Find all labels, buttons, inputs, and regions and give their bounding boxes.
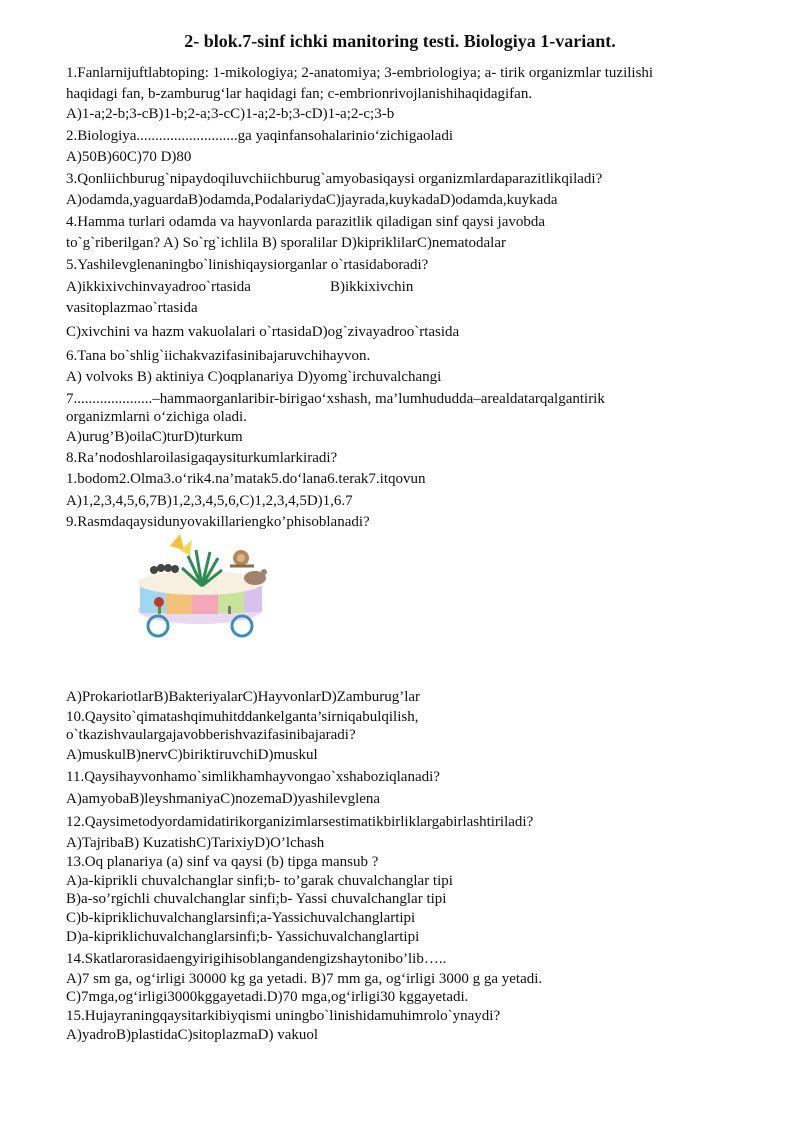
page-title: 2- blok.7-sinf ichki manitoring testi. Biologiya 1-variant. [184, 31, 616, 51]
q5-answer-a: A)ikkixivchinvayadroo`rtasida [66, 279, 251, 295]
q10-answers: A)muskulB)nervC)biriktiruvchiD)muskul [66, 747, 318, 763]
q6-answers: A) volvoks B) aktiniya C)oqplanariya D)yomg`irchuvalchangi [66, 369, 442, 385]
q11-answers: A)amyobaB)leyshmaniyaC)nozemaD)yashilevglena [66, 791, 381, 807]
q14-text: 14.Skatlarorasidaengyirigihisoblangandengizshaytonibo’lib….. [66, 951, 447, 967]
q4-line-1: 4.Hamma turlari odamda va hayvonlarda parazitlik qiladigan sinf qaysi javobda [66, 214, 546, 230]
q15-text: 15.Hujayraningqaysitarkibiyqismi uningbo`linishidamuhimrolo`ynaydi? [66, 1008, 501, 1024]
q13-answer-b: B)a-so’rgichli chuvalchanglar sinfi;b- Yassi chuvalchanglar tipi [66, 891, 447, 907]
q3-answers: A)odamda,yaguardaB)odamda,PodalariydaC)jayrada,kuykadaD)odamda,kuykada [66, 192, 558, 208]
q9-text: 9.Rasmdaqaysidunyovakillariengko’phisoblanadi? [66, 514, 370, 530]
q14-answers-cd: C)7mga,og‘irligi3000kggayetadi.D)70 mga,og‘irligi30 kggayetadi. [66, 989, 469, 1005]
q4-line-2: to`g`riberilgan? A) So`rg`ichlila B) sporalilar D)kipriklilarC)nematodalar [66, 235, 507, 251]
q10-line-1: 10.Qaysito`qimatashqimuhitddankelganta’sirniqabulqilish, [66, 709, 419, 725]
q8-text: 8.Ra’nodoshlaroilasigaqaysiturkumlarkiradi? [66, 450, 338, 466]
q5-answers-cd: C)xivchini va hazm vakuolalari o`rtasidaD)og`zivayadroo`rtasida [66, 324, 460, 340]
q1-line-1: 1.Fanlarnijuftlabtoping: 1-mikologiya; 2-anatomiya; 3-embriologiya; a- tirik organizmlar tuzilishi [66, 65, 654, 81]
q8-answers: A)1,2,3,4,5,6,7B)1,2,3,4,5,6,C)1,2,3,4,5D)1,6.7 [66, 493, 353, 509]
q6-text: 6.Tana bo`shlig`iichakvazifasinibajaruvchihayvon. [66, 348, 371, 364]
q5-answer-b-cont: vasitoplazmao`rtasida [66, 300, 198, 316]
q15-answers: A)yadroB)plastidaC)sitoplazmaD) vakuol [66, 1027, 319, 1043]
q5-text: 5.Yashilevglenaningbo`linishiqaysiorganlar o`rtasidaboradi? [66, 257, 429, 273]
living-world-wheel-illustration [118, 528, 288, 646]
q13-answer-d: D)a-kipriklichuvalchanglarsinfi;b- Yassichuvalchanglartipi [66, 929, 420, 945]
q13-answer-a: A)a-kiprikli chuvalchanglar sinfi;b- to’garak chuvalchanglar tipi [66, 873, 453, 889]
q8-list: 1.bodom2.Olma3.o‘rik4.na’matak5.do‘lana6.terak7.itqovun [66, 471, 426, 487]
q13-answer-c: C)b-kipriklichuvalchanglarsinfi;a-Yassichuvalchanglartipi [66, 910, 416, 926]
q7-line-2: organizmlarni o‘zichiga oladi. [66, 409, 247, 425]
q14-answers-ab: A)7 sm ga, og‘irligi 30000 kg ga yetadi. B)7 mm ga, og‘irligi 3000 g ga yetadi. [66, 971, 543, 987]
q1-line-2: haqidagi fan, b-zamburug‘lar haqidagi fan; c-embrionrivojlanishihaqidagifan. [66, 86, 533, 102]
q11-text: 11.Qaysihayvonhamo`simlikhamhayvongao`xshaboziqlanadi? [66, 769, 440, 785]
q7-answers: A)urug’B)oilaC)turD)turkum [66, 429, 243, 445]
q9-answers: A)ProkariotlarB)BakteriyalarC)HayvonlarD)Zamburug’lar [66, 689, 421, 705]
q3-text: 3.Qonliichburug`nipaydoqiluvchiichburug`amyobasiqaysi organizmlardaparazitlikqiladi? [66, 171, 603, 187]
q13-text: 13.Oq planariya (a) sinf va qaysi (b) tipga mansub ? [66, 854, 379, 870]
q5-answer-b: B)ikkixivchin [330, 279, 414, 295]
q12-answers: A)TajribaB) KuzatishC)TarixiyD)O’lchash [66, 835, 325, 851]
q2-text: 2.Biologiya...........................ga yaqinfansohalarinio‘zichigaoladi [66, 128, 453, 144]
q2-answers: A)50B)60C)70 D)80 [66, 149, 192, 165]
q10-line-2: o`tkazishvaulargajavobberishvazifasinibajaradi? [66, 727, 356, 743]
q1-answers: A)1-a;2-b;3-cB)1-b;2-a;3-cC)1-a;2-b;3-cD)1-a;2-c;3-b [66, 106, 395, 122]
q7-line-1: 7.....................–hammaorganlaribir-birigao‘xshash, ma’lumhududda–arealdatarqalgantirik [66, 391, 605, 407]
q12-text: 12.Qaysimetodyordamidatirikorganizimlarsestimatikbirliklargabirlashtiriladi? [66, 814, 534, 830]
